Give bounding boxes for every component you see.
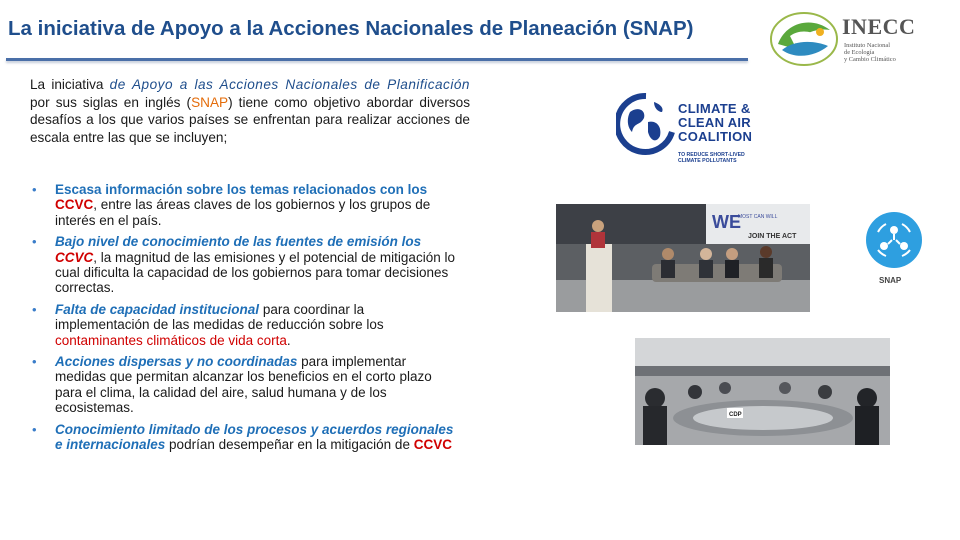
bullet-lead: Conocimiento limitado de los procesos y acuerdos regionales e internacionales	[55, 421, 454, 453]
list-item	[30, 182, 460, 228]
bullet-highlight: contaminantes climáticos de vida corta	[55, 332, 287, 348]
list-item	[30, 302, 460, 348]
banner-small: MOST CAN WILL	[738, 214, 778, 220]
bullet-lead: Escasa información sobre los temas relacionados con los	[55, 182, 428, 197]
bullet-text: para implementar medidas que permitan alcanzar los beneficios en el corto plazo para el clima, la calidad del aire, salud humana y de los ecosistemas.	[55, 354, 432, 416]
inecc-subtitle-line: de Ecología	[844, 49, 875, 56]
bullet-lead: Bajo nivel de conocimiento de las fuentes de emisión los	[55, 234, 422, 250]
intro-text: por sus siglas en inglés (	[30, 94, 192, 110]
conference-panel-photo	[556, 204, 810, 312]
banner-join: JOIN THE ACT	[748, 233, 797, 240]
intro-acronym: SNAP	[191, 94, 229, 110]
ccac-tagline-line: TO REDUCE SHORT-LIVED	[678, 152, 745, 158]
bullet-acronym: CCVC	[55, 197, 94, 213]
bullet-acronym: CCVC	[55, 249, 94, 265]
bullet-icon: •	[32, 354, 37, 370]
inecc-subtitle-line: y Cambio Climático	[844, 56, 896, 63]
bullet-text: .	[286, 332, 291, 348]
conference-room-photo	[635, 338, 890, 445]
page-title: La iniciativa de Apoyo a la Acciones Nacionales de Planeación (SNAP)	[8, 17, 694, 40]
snap-network-icon	[864, 210, 924, 272]
ccac-tagline-line: CLIMATE POLLUTANTS	[678, 158, 737, 164]
inecc-logo	[768, 10, 948, 68]
snap-logo	[864, 210, 924, 290]
list-item	[30, 234, 460, 296]
ccac-tagline	[678, 152, 778, 164]
bullet-text: para coordinar la implementación de las medidas de reducción sobre los	[55, 301, 384, 333]
bullet-icon: •	[32, 421, 37, 437]
intro-text: ) tiene como objetivo abordar diversos desafíos a los que varios países se enfrentan para realizar acciones de escala entre las que se incluyen;	[30, 94, 470, 145]
bullet-text: podrían desempeñar en la mitigación de	[165, 437, 414, 453]
ccac-line: COALITION	[678, 129, 753, 144]
snap-label: SNAP	[879, 276, 902, 285]
list-item	[30, 422, 460, 453]
inecc-emblem-icon	[768, 10, 840, 68]
cdp-sign: CDP	[729, 412, 742, 418]
globe-icon	[616, 92, 676, 162]
bullet-text: , entre las áreas claves de los gobiernos y los grupos de interés en el país.	[55, 197, 431, 228]
bullet-lead: Acciones dispersas y no coordinadas	[55, 354, 298, 370]
bullet-acronym: CCVC	[413, 437, 452, 453]
ccac-logo	[616, 92, 786, 172]
list-item	[30, 354, 460, 416]
ccac-wordmark	[678, 102, 752, 144]
title-underline	[6, 58, 748, 61]
photo-room-illustration	[635, 338, 890, 445]
intro-text: La iniciativa	[30, 77, 110, 92]
inecc-subtitle-line: Instituto Nacional	[844, 42, 890, 49]
ccac-line: CLEAN AIR	[678, 115, 751, 130]
inecc-wordmark: INECC	[842, 14, 916, 39]
ccac-line: CLIMATE &	[678, 101, 751, 116]
banner-we: WE	[712, 212, 741, 232]
intro-highlight: de Apoyo a las Acciones Nacionales de Planificación	[109, 77, 470, 92]
bullet-text: , la magnitud de las emisiones y el potencial de mitigación lo cual dificulta la capacidad de los gobiernos para tomar decisiones correctas.	[55, 249, 455, 296]
bullet-icon: •	[32, 301, 37, 317]
intro-paragraph	[30, 76, 470, 146]
photo-panel-illustration	[556, 204, 810, 312]
bullet-icon: •	[32, 182, 37, 197]
bullet-icon: •	[32, 234, 37, 250]
bullet-lead: Falta de capacidad institucional	[55, 301, 260, 317]
inecc-subtitle	[844, 42, 944, 63]
challenges-list	[30, 182, 460, 459]
